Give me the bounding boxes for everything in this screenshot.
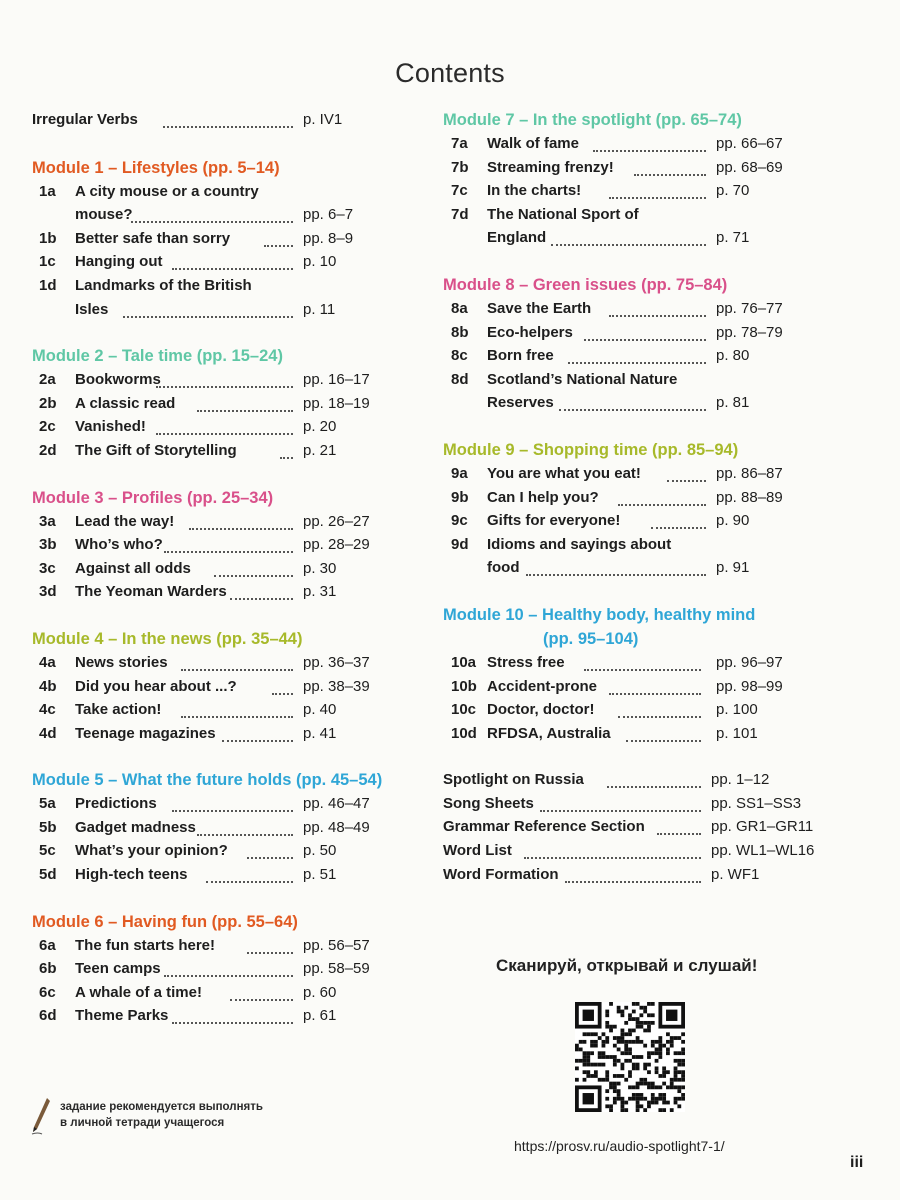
toc-row[interactable] [32,510,407,534]
toc-row[interactable] [32,557,407,581]
leader-dots [264,244,293,247]
lesson-pages: p. 10 [303,253,337,271]
lesson-title: Idioms and sayings about [487,535,672,553]
leader-dots [667,479,706,482]
leader-dots [230,998,293,1001]
lesson-title: Landmarks of the British [75,276,252,294]
lesson-pages: p. 91 [716,559,750,577]
module-heading-m6[interactable]: Module 6 – Having fun (pp. 55–64) [32,912,298,931]
lesson-pages: pp. 86–87 [716,464,783,482]
toc-row[interactable] [32,274,407,298]
lesson-code: 6a [39,936,56,954]
lesson-code: 5b [39,818,57,836]
contents-right-column [443,108,853,886]
toc-row-extra[interactable] [443,863,853,887]
lesson-code: 4b [39,677,57,695]
lesson-pages: p. 21 [303,441,337,459]
toc-row[interactable] [443,698,853,722]
toc-row[interactable] [443,203,853,227]
entry-label: Irregular Verbs [32,111,138,128]
lesson-title: Isles [75,300,109,318]
lesson-title: The fun starts here! [75,936,216,954]
lesson-code: 6b [39,960,57,978]
module-heading-m2[interactable]: Module 2 – Tale time (pp. 15–24) [32,347,283,366]
lesson-title: A whale of a time! [75,983,202,1001]
leader-dots [163,125,294,128]
lesson-title: Who’s who? [75,536,163,554]
lesson-pages: p. 80 [716,347,750,365]
module-heading-m4[interactable]: Module 4 – In the news (pp. 35–44) [32,629,303,648]
toc-row[interactable] [443,462,853,486]
toc-row[interactable] [443,486,853,510]
leader-dots [172,809,293,812]
leader-dots [657,832,702,835]
toc-row[interactable] [32,651,407,675]
lesson-title: Theme Parks [75,1007,169,1025]
leader-dots [565,880,701,883]
lesson-title: What’s your opinion? [75,842,228,860]
spacer [443,250,853,273]
lesson-code: 5d [39,866,57,884]
leader-dots [559,408,706,411]
lesson-code: 4a [39,653,56,671]
toc-row[interactable] [32,675,407,699]
lesson-code: 2d [39,441,57,459]
leader-dots [618,715,702,718]
lesson-title: mouse? [75,206,133,224]
leader-dots [609,314,706,317]
toc-row[interactable] [443,368,853,392]
toc-row-extra[interactable] [443,768,853,792]
toc-row[interactable] [443,675,853,699]
lesson-code: 8b [451,323,469,341]
entry-label: Grammar Reference Section [443,818,645,836]
lesson-title: News stories [75,653,168,671]
toc-row[interactable] [443,226,853,250]
contents-left-column [32,108,407,1028]
lesson-pages: pp. 6–7 [303,206,354,224]
lesson-title: Gifts for everyone! [487,512,621,530]
spacer [32,887,407,910]
lesson-pages: pp. 36–37 [303,653,370,671]
toc-row[interactable] [32,981,407,1005]
lesson-title: Doctor, doctor! [487,701,595,719]
leader-dots [272,692,293,695]
toc-row-irregular-verbs[interactable] [32,108,407,132]
lesson-pages: pp. 8–9 [303,229,354,247]
lesson-code: 10a [451,653,477,671]
toc-row[interactable] [32,1004,407,1028]
toc-row[interactable] [443,179,853,203]
lesson-title: Better safe than sorry [75,229,231,247]
lesson-title: Teen camps [75,960,161,978]
toc-row[interactable] [32,722,407,746]
lesson-title: In the charts! [487,182,582,200]
entry-label: Song Sheets [443,794,534,812]
lesson-pages: pp. 78–79 [716,323,783,341]
lesson-code: 3b [39,536,57,554]
leader-dots [164,550,293,553]
lesson-title: A city mouse or a country [75,182,259,200]
lesson-title: Stress free [487,653,565,671]
lesson-pages: p. 100 [716,701,758,719]
page-title: Contents [395,58,505,88]
pen-icon [30,1096,52,1136]
toc-row[interactable] [443,156,853,180]
lesson-code: 4d [39,724,57,742]
lesson-code: 4c [39,701,56,719]
toc-row[interactable] [32,415,407,439]
toc-row[interactable] [32,839,407,863]
lesson-title: Lead the way! [75,512,175,530]
toc-row[interactable] [443,297,853,321]
leader-dots [247,951,293,954]
leader-dots [593,149,706,152]
lesson-title: Vanished! [75,418,146,436]
lesson-code: 7b [451,158,469,176]
leader-dots [214,574,293,577]
entry-label: Word Formation [443,865,559,883]
leader-dots [230,597,293,600]
lesson-title: Streaming frenzy! [487,158,614,176]
lesson-code: 9c [451,512,468,530]
spacer [443,580,853,603]
lesson-pages: pp. 58–59 [303,960,370,978]
lesson-code: 8c [451,347,468,365]
leader-dots [181,715,293,718]
leader-dots [618,503,707,506]
lesson-title: You are what you eat! [487,464,641,482]
leader-dots [172,267,293,270]
lesson-title: Save the Earth [487,299,592,317]
entry-label: Spotlight on Russia [443,771,584,789]
module-heading-m7[interactable]: Module 7 – In the spotlight (pp. 65–74) [443,111,742,129]
toc-row[interactable] [32,957,407,981]
leader-dots [181,668,293,671]
lesson-title: A classic read [75,394,176,412]
leader-dots [551,243,706,246]
leader-dots [197,409,293,412]
toc-row[interactable] [32,392,407,416]
leader-dots [131,220,293,223]
leader-dots [156,385,293,388]
lesson-pages: p. 41 [303,724,337,742]
lesson-title: food [487,559,520,577]
lesson-code: 2b [39,394,57,412]
lesson-title: Hanging out [75,253,163,271]
lesson-code: 1c [39,253,56,271]
leader-dots [651,526,706,529]
toc-row[interactable] [443,321,853,345]
lesson-code: 7d [451,205,469,223]
lesson-title: Predictions [75,795,157,813]
lesson-title: The Gift of Storytelling [75,441,237,459]
scan-caption: Сканируй, открывай и слушай! [496,956,758,975]
toc-row[interactable] [32,792,407,816]
leader-dots [584,338,706,341]
lesson-title: High-tech teens [75,866,188,884]
lesson-pages: p. 61 [303,1007,337,1025]
toc-row[interactable] [32,698,407,722]
lesson-code: 1d [39,276,57,294]
lesson-pages: pp. 96–97 [716,653,783,671]
lesson-title: Reserves [487,394,554,412]
leader-dots [156,432,293,435]
lesson-pages: p. 60 [303,983,337,1001]
module-heading-m10[interactable]: Module 10 – Healthy body, healthy mind [443,605,756,624]
lesson-title: Teenage magazines [75,724,216,742]
leader-dots [172,1021,293,1024]
leader-dots [568,361,706,364]
lesson-code: 6c [39,983,56,1001]
lesson-code: 2a [39,371,56,389]
lesson-title: Can I help you? [487,488,599,506]
toc-row-extra[interactable] [443,815,853,839]
lesson-title: The National Sport of [487,205,639,223]
leader-dots [584,668,701,671]
spacer [443,745,853,768]
lesson-code: 8d [451,370,469,388]
toc-row[interactable] [32,250,407,274]
leader-dots [609,196,706,199]
spacer [32,132,407,156]
toc-row[interactable] [32,298,407,322]
module-heading-m9[interactable]: Module 9 – Shopping time (pp. 85–94) [443,440,739,459]
leader-dots [526,573,706,576]
lesson-code: 10c [451,701,477,719]
module-heading-pages: (pp. 95–104) [543,629,639,648]
entry-pages: pp. 1–12 [711,771,770,789]
lesson-title: RFDSA, Australia [487,724,611,742]
module-heading-m1[interactable]: Module 1 – Lifestyles (pp. 5–14) [32,158,280,177]
toc-row[interactable] [443,509,853,533]
page-number: iii [850,1154,864,1171]
lesson-pages: p. 70 [716,182,750,200]
lesson-code: 3d [39,583,57,601]
lesson-code: 3a [39,512,56,530]
toc-row[interactable] [32,439,407,463]
lesson-code: 3c [39,559,56,577]
leader-dots [609,692,701,695]
lesson-pages: pp. 38–39 [303,677,370,695]
toc-row[interactable] [443,722,853,746]
lesson-pages: pp. 56–57 [303,936,370,954]
lesson-code: 5c [39,842,56,860]
lesson-pages: p. 20 [303,418,337,436]
lesson-pages: pp. 26–27 [303,512,370,530]
leader-dots [280,456,293,459]
entry-pages: p. WF1 [711,865,760,883]
lesson-pages: p. 71 [716,229,750,247]
toc-row[interactable] [443,533,853,557]
lesson-pages: p. 90 [716,512,750,530]
lesson-code: 9a [451,464,468,482]
lesson-pages: pp. 88–89 [716,488,783,506]
lesson-pages: pp. 46–47 [303,795,370,813]
spacer [32,604,407,627]
leader-dots [164,974,293,977]
leader-dots [634,173,706,176]
lesson-pages: p. 81 [716,394,750,412]
entry-pages: pp. GR1–GR11 [711,818,814,836]
lesson-code: 9b [451,488,469,506]
lesson-pages: pp. 18–19 [303,394,370,412]
toc-row[interactable] [443,391,853,415]
entry-pages: pp. SS1–SS3 [711,794,802,812]
lesson-code: 7c [451,182,468,200]
lesson-pages: p. 31 [303,583,337,601]
lesson-pages: pp. 16–17 [303,371,370,389]
toc-row[interactable] [443,344,853,368]
module-heading-m8[interactable]: Module 8 – Green issues (pp. 75–84) [443,275,728,294]
lesson-code: 10d [451,724,477,742]
lesson-pages: p. 101 [716,724,758,742]
toc-row[interactable] [32,934,407,958]
note-line: в личной тетради учащегося [60,1117,225,1129]
lesson-pages: pp. 98–99 [716,677,783,695]
leader-dots [189,527,293,530]
lesson-pages: p. 30 [303,559,337,577]
toc-row-extra[interactable] [443,839,853,863]
spacer [443,415,853,438]
qr-code-icon[interactable] [575,1002,685,1112]
lesson-code: 9d [451,535,469,553]
leader-dots [206,880,294,883]
leader-dots [247,856,293,859]
lesson-code: 8a [451,299,468,317]
module-heading-m5[interactable]: Module 5 – What the future holds (pp. 45–54) [32,771,383,790]
lesson-pages: pp. 28–29 [303,536,370,554]
lesson-title: Born free [487,347,554,365]
toc-row[interactable] [32,816,407,840]
lesson-title: Walk of fame [487,135,579,152]
lesson-code: 10b [451,677,477,695]
leader-dots [123,315,294,318]
module-heading-m3[interactable]: Module 3 – Profiles (pp. 25–34) [32,488,274,507]
lesson-title: Did you hear about ...? [75,677,237,695]
lesson-code: 5a [39,795,56,813]
toc-row[interactable] [32,203,407,227]
entry-pages: pp. WL1–WL16 [711,842,815,860]
lesson-title: Take action! [75,701,162,719]
lesson-code: 7a [451,135,468,152]
lesson-title: Gadget madness [75,818,196,836]
lesson-pages: pp. 66–67 [716,135,783,152]
note-line: задание рекомендуется выполнять [60,1101,263,1113]
leader-dots [540,809,701,812]
lesson-pages: pp. 76–77 [716,299,783,317]
lesson-pages: pp. 48–49 [303,818,370,836]
lesson-pages: p. 40 [303,701,337,719]
leader-dots [607,785,701,788]
entry-pages: p. IV1 [303,111,343,128]
lesson-pages: p. 50 [303,842,337,860]
lesson-title: Eco-helpers [487,323,573,341]
toc-row[interactable] [32,533,407,557]
lesson-pages: pp. 68–69 [716,158,783,176]
toc-row-extra[interactable] [443,792,853,816]
spacer [32,745,407,768]
lesson-title: Scotland’s National Nature [487,370,678,388]
lesson-code: 6d [39,1007,57,1025]
lesson-code: 1a [39,182,56,200]
lesson-title: The Yeoman Warders [75,583,227,601]
lesson-code: 1b [39,229,57,247]
toc-row[interactable] [32,863,407,887]
toc-row[interactable] [32,368,407,392]
lesson-pages: p. 51 [303,866,337,884]
leader-dots [626,739,701,742]
toc-row[interactable] [32,580,407,604]
leader-dots [524,856,701,859]
lesson-title: England [487,229,547,247]
lesson-pages: p. 11 [303,300,336,318]
notebook-note [60,1099,263,1131]
lesson-title: Accident-prone [487,677,598,695]
leader-dots [222,739,293,742]
spacer [32,463,407,486]
toc-row[interactable] [32,180,407,204]
lesson-title: Bookworms [75,371,161,389]
lesson-title: Against all odds [75,559,191,577]
lesson-code: 2c [39,418,56,436]
leader-dots [197,833,293,836]
toc-row[interactable] [443,651,853,675]
entry-label: Word List [443,842,512,860]
toc-row[interactable] [32,227,407,251]
spacer [32,321,407,344]
audio-url[interactable]: https://prosv.ru/audio-spotlight7-1/ [514,1138,725,1154]
toc-row[interactable] [443,132,853,156]
toc-row[interactable] [443,556,853,580]
